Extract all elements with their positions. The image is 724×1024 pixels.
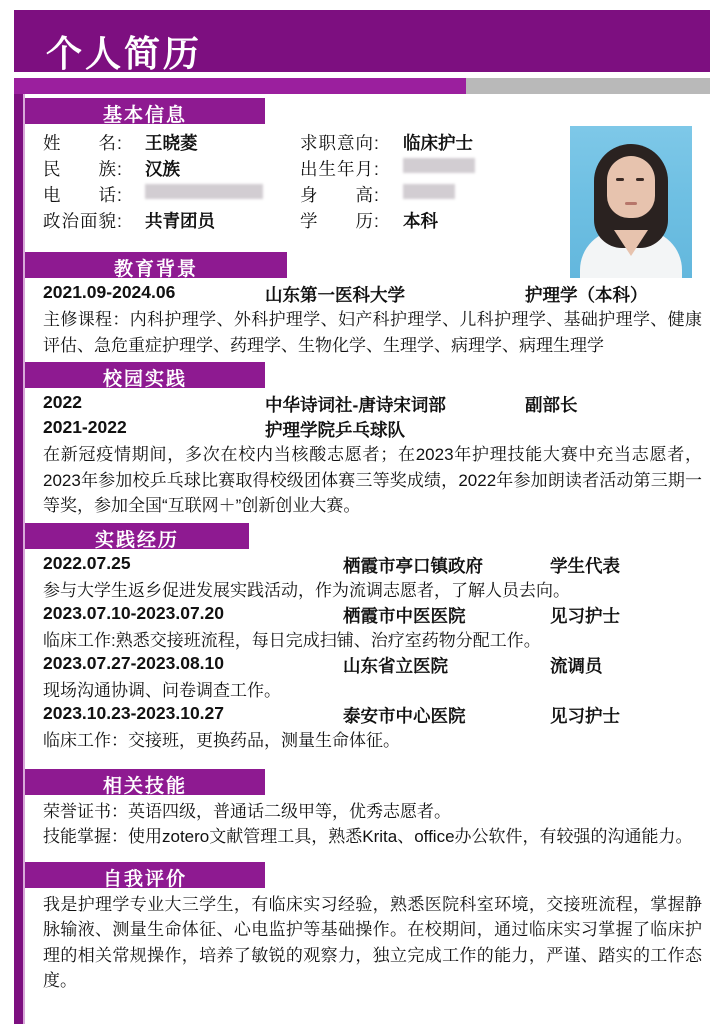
field-value-ethnicity: 汉族 bbox=[145, 159, 180, 179]
practice-entry bbox=[25, 553, 710, 578]
campus-org: 护理学院乒乓球队 bbox=[265, 420, 405, 440]
practice-org: 山东省立医院 bbox=[343, 655, 448, 676]
section-header-education-label: 教育背景 bbox=[113, 259, 198, 280]
section-header-evaluation-label: 自我评价 bbox=[102, 868, 187, 890]
field-value-height bbox=[403, 182, 455, 203]
section-header-basic bbox=[25, 98, 265, 124]
field-label-height: 身 高: bbox=[300, 185, 380, 205]
practice-org: 泰安市中心医院 bbox=[343, 705, 466, 726]
field-label-phone: 电 话: bbox=[43, 185, 123, 205]
practice-date: 2022.07.25 bbox=[43, 552, 131, 573]
campus-description: 在新冠疫情期间，多次在校内当核酸志愿者；在2023年护理技能大赛中充当志愿者，2023年参加校乒乓球比赛取得校级团体赛三等奖成绩，2022年参加朗读者活动第三期一等奖，参加全国“互联网＋”创新创业大赛。 bbox=[43, 445, 702, 515]
campus-entry bbox=[25, 417, 710, 442]
education-major: 护理学（本科） bbox=[525, 285, 648, 305]
field-label-birthdate: 出生年月: bbox=[300, 159, 380, 179]
field-label-political: 政治面貌: bbox=[43, 211, 123, 231]
field-value-job-intent: 临床护士 bbox=[403, 133, 473, 153]
field-label-job-intent: 求职意向: bbox=[300, 133, 380, 153]
section-header-education bbox=[25, 252, 287, 278]
section-header-campus-label: 校园实践 bbox=[102, 369, 187, 390]
section-header-skills bbox=[25, 769, 265, 795]
evaluation-text: 我是护理学专业大三学生，有临床实习经验，熟悉医院科室环境，交接班流程，掌握静脉输液、测量生命体征、心电监护等基础操作。在校期间，通过临床实习掌握了临床护理的相关常规操作，培养了敏锐的观察力，独立完成工作的能力，严谨、踏实的工作态度。 bbox=[43, 894, 702, 990]
practice-description: 临床工作：交接班，更换药品，测量生命体征。 bbox=[43, 730, 400, 750]
field-row-political bbox=[25, 208, 710, 234]
practice-date: 2023.07.27-2023.08.10 bbox=[43, 652, 224, 673]
practice-role: 见习护士 bbox=[550, 705, 620, 726]
education-date: 2021.09-2024.06 bbox=[43, 282, 176, 302]
field-value-political: 共青团员 bbox=[145, 211, 215, 231]
field-value-degree: 本科 bbox=[403, 211, 438, 231]
field-row-name bbox=[25, 130, 710, 156]
field-row-ethnicity bbox=[25, 156, 710, 182]
practice-date: 2023.10.23-2023.10.27 bbox=[43, 702, 224, 723]
section-header-practice bbox=[25, 523, 249, 549]
redacted-height bbox=[403, 184, 455, 199]
practice-date: 2023.07.10-2023.07.20 bbox=[43, 602, 224, 623]
practice-description: 临床工作:熟悉交接班流程，每日完成扫铺、治疗室药物分配工作。 bbox=[43, 630, 541, 650]
section-header-practice-label: 实践经历 bbox=[94, 529, 179, 551]
field-label-ethnicity: 民 族: bbox=[43, 159, 123, 179]
education-courses: 主修课程：内科护理学、外科护理学、妇产科护理学、儿科护理学、基础护理学、健康评估、急危重症护理学、药理学、生物化学、生理学、病理学、病理生理学 bbox=[43, 310, 702, 355]
accent-bar-purple bbox=[14, 78, 466, 94]
campus-org: 中华诗词社-唐诗宋词部 bbox=[265, 395, 446, 415]
practice-role: 学生代表 bbox=[550, 555, 620, 576]
left-rail bbox=[14, 94, 23, 1024]
field-label-name: 姓 名: bbox=[43, 133, 123, 153]
field-value-phone bbox=[145, 182, 263, 203]
practice-entry bbox=[25, 703, 710, 728]
page-title: 个人简历 bbox=[46, 33, 203, 74]
field-row-phone bbox=[25, 182, 710, 208]
practice-entry bbox=[25, 653, 710, 678]
practice-org: 栖霞市亭口镇政府 bbox=[343, 555, 483, 576]
title-bar bbox=[14, 10, 710, 72]
resume-content bbox=[25, 94, 710, 994]
practice-role: 见习护士 bbox=[550, 605, 620, 626]
campus-date: 2021-2022 bbox=[43, 417, 127, 437]
practice-entry bbox=[25, 603, 710, 628]
redacted-birthdate bbox=[403, 158, 475, 173]
campus-date: 2022 bbox=[43, 392, 82, 412]
campus-role: 副部长 bbox=[525, 395, 578, 415]
section-header-campus bbox=[25, 362, 265, 388]
campus-entry bbox=[25, 392, 710, 417]
basic-info-block bbox=[25, 124, 710, 248]
skills-line: 技能掌握：使用zotero文献管理工具，熟悉Krita、office办公软件，有较强的沟通能力。 bbox=[43, 827, 693, 846]
practice-description: 参与大学生返乡促进发展实践活动，作为流调志愿者，了解人员去向。 bbox=[43, 580, 570, 600]
practice-org: 栖霞市中医医院 bbox=[343, 605, 466, 626]
field-label-degree: 学 历: bbox=[300, 211, 380, 231]
redacted-phone bbox=[145, 184, 263, 199]
section-header-basic-label: 基本信息 bbox=[102, 105, 187, 126]
section-header-evaluation bbox=[25, 862, 265, 888]
education-entry bbox=[25, 282, 710, 307]
field-value-name: 王晓菱 bbox=[145, 133, 198, 153]
practice-role: 流调员 bbox=[550, 655, 603, 676]
education-school: 山东第一医科大学 bbox=[265, 285, 405, 305]
skills-line: 荣誉证书：英语四级，普通话二级甲等，优秀志愿者。 bbox=[43, 801, 451, 821]
practice-description: 现场沟通协调、问卷调查工作。 bbox=[43, 680, 281, 700]
section-header-skills-label: 相关技能 bbox=[102, 775, 187, 797]
field-value-birthdate bbox=[403, 156, 475, 177]
